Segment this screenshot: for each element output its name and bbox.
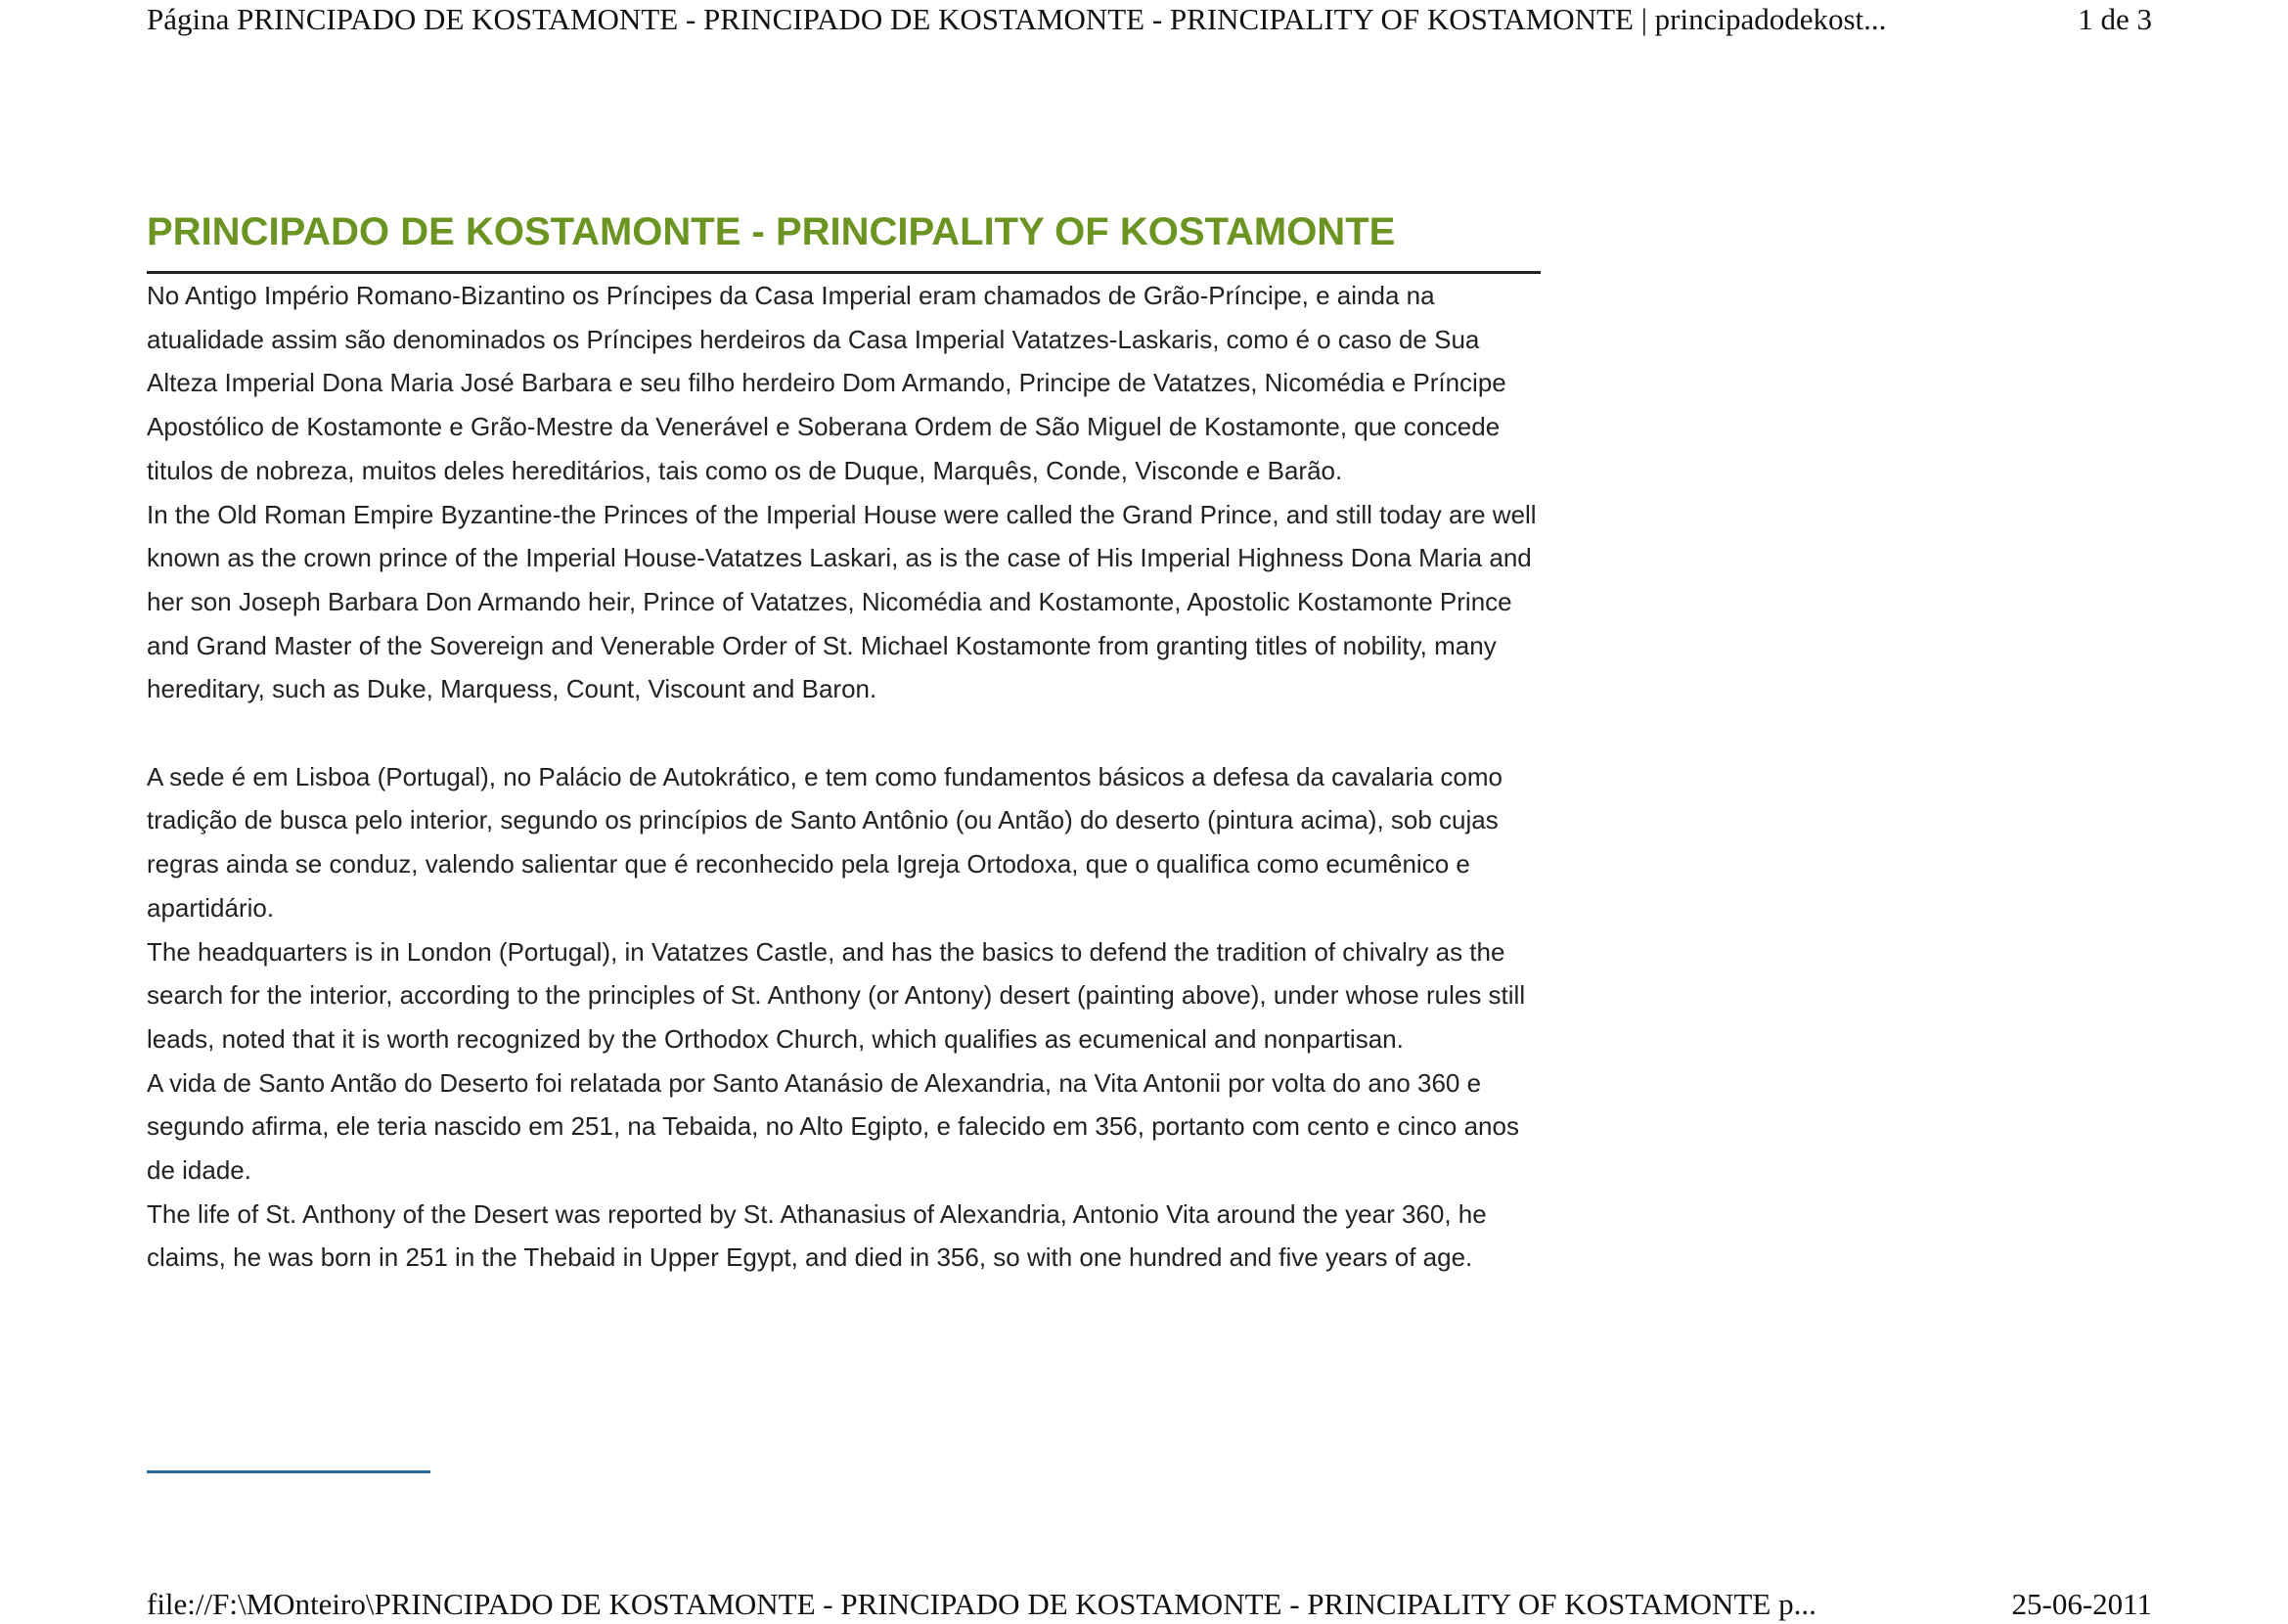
paragraph-en-intro: In the Old Roman Empire Byzantine-the Princes of the Imperial House were called the Grand Prince, and still today are well known as the crown prince of the Imperial House-Vatatzes Laskari, as is the case of His Imperial Highness Dona Maria and her son Joseph Barbara Don Armando heir, Prince of Vatatzes, Nicomédia and Kostamonte, Apostolic Kostamonte Prince and Grand Master of the Sovereign and Venerable Order of St. Michael Kostamonte from granting titles of nobility, many hereditary, such as Duke, Marquess, Count, Viscount and Baron.	[147, 499, 1537, 704]
file-path: file://F:\MOnteiro\PRINCIPADO DE KOSTAMONTE - PRINCIPADO DE KOSTAMONTE - PRINCIPALITY OF KOSTAMONTE p...	[147, 1587, 1817, 1621]
paragraph-spacer	[147, 711, 1546, 755]
print-date: 25-06-2011	[2011, 1587, 2152, 1621]
paragraph-en-saint-life: The life of St. Anthony of the Desert was reported by St. Athanasius of Alexandria, Antonio Vita around the year 360, he claims, he was born in 251 in the Thebaid in Upper Egypt, and died in 356, so with one hundred and five years of age.	[147, 1198, 1487, 1273]
paragraph-pt-saint-life: A vida de Santo Antão do Deserto foi relatada por Santo Atanásio de Alexandria, na Vita Antonii por volta do ano 360 e segundo afirma, ele teria nascido em 251, na Tebaida, no Alto Egipto, e falecido em 356, portanto com cento e cinco anos de idade.	[147, 1067, 1519, 1186]
print-header-title: Página PRINCIPADO DE KOSTAMONTE - PRINCIPADO DE KOSTAMONTE - PRINCIPALITY OF KOSTAMONTE | principadodekost...	[147, 2, 1887, 36]
bottom-divider-line	[147, 1470, 430, 1473]
paragraph-pt-headquarters: A sede é em Lisboa (Portugal), no Palácio de Autokrático, e tem como fundamentos básicos a defesa da cavalaria como tradição de busca pelo interior, segundo os princípios de Santo Antônio (ou Antão) do deserto (pintura acima), sob cujas regras ainda se conduz, valendo salientar que é reconhecido pela Igreja Ortodoxa, que o qualifica como ecumênico e apartidário.	[147, 761, 1503, 923]
article-title: PRINCIPADO DE KOSTAMONTE - PRINCIPALITY OF KOSTAMONTE	[147, 210, 1396, 253]
print-footer	[147, 1585, 2152, 1624]
article-body	[147, 274, 1546, 1280]
paragraph-pt-intro: No Antigo Império Romano-Bizantino os Príncipes da Casa Imperial eram chamados de Grão-Príncipe, e ainda na atualidade assim são denominados os Príncipes herdeiros da Casa Imperial Vatatzes-Laskaris, como é o caso de Sua Alteza Imperial Dona Maria José Barbara e seu filho herdeiro Dom Armando, Principe de Vatatzes, Nicomédia e Príncipe Apostólico de Kostamonte e Grão-Mestre da Venerável e Soberana Ordem de São Miguel de Kostamonte, que concede titulos de nobreza, muitos deles hereditários, tais como os de Duque, Marquês, Conde, Visconde e Barão.	[147, 281, 1506, 485]
print-header	[147, 0, 2152, 39]
page-indicator: 1 de 3	[2078, 2, 2152, 36]
paragraph-en-headquarters: The headquarters is in London (Portugal), in Vatatzes Castle, and has the basics to defend the tradition of chivalry as the search for the interior, according to the principles of St. Anthony (or Antony) desert (painting above), under whose rules still leads, noted that it is worth recognized by the Orthodox Church, which qualifies as ecumenical and nonpartisan.	[147, 936, 1526, 1054]
